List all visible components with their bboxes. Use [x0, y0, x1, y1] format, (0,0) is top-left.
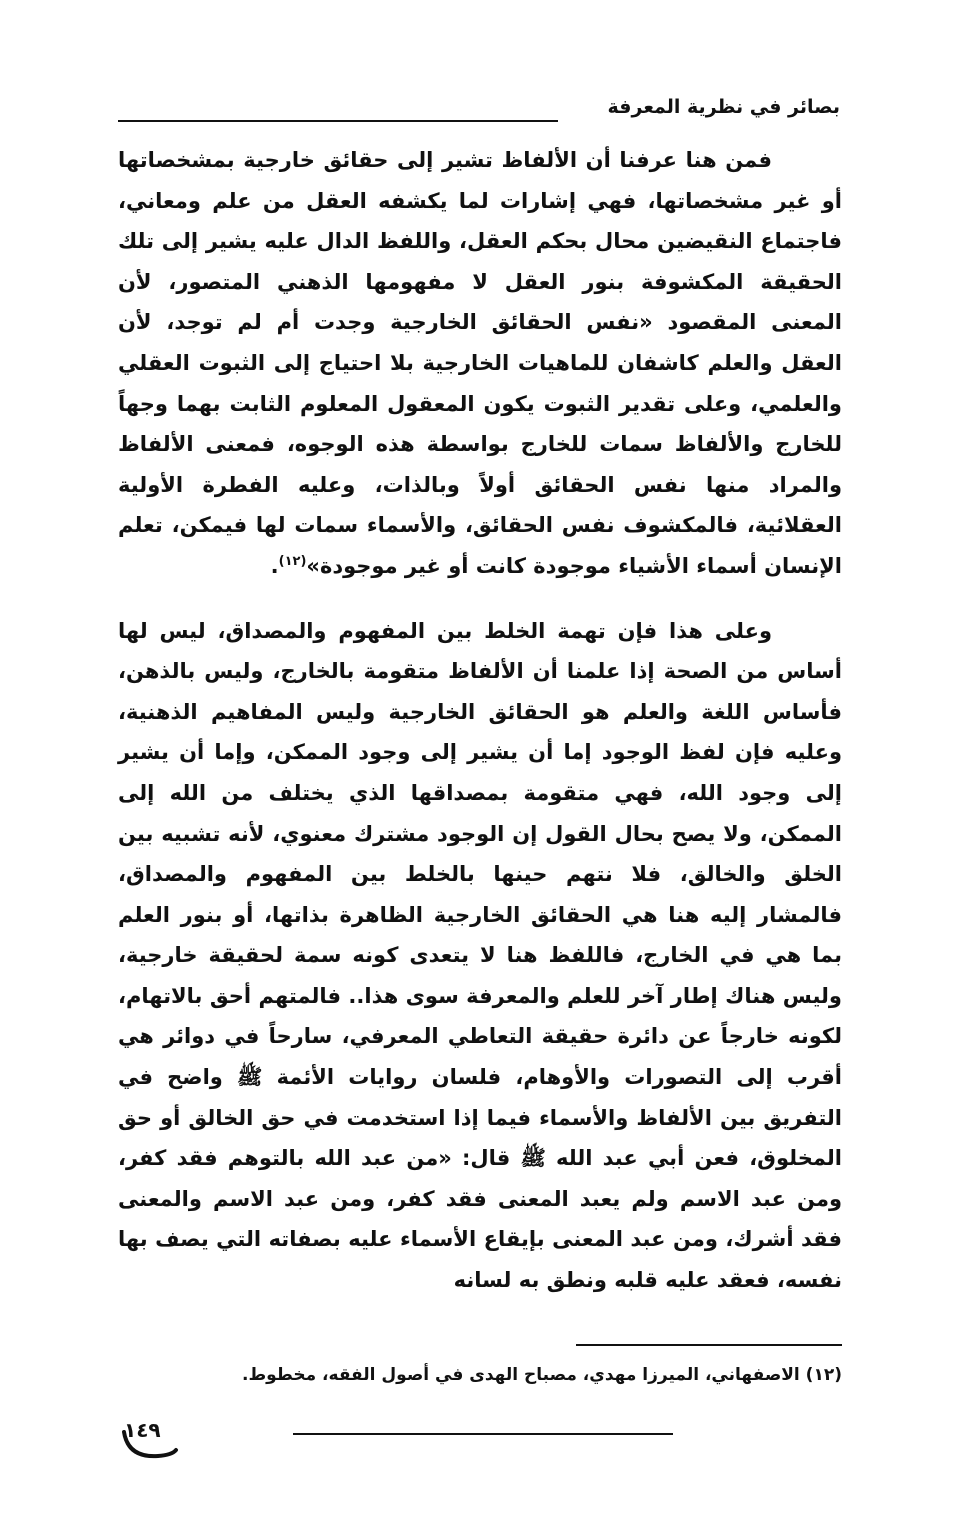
footnote-reference: (١٢): [278, 553, 307, 569]
paragraph-1-end: .: [270, 553, 279, 578]
running-title: بصائر في نظرية المعرفة: [607, 96, 840, 118]
footnote-rule: [576, 1344, 842, 1346]
footnote: (١٢) الاصفهاني، الميرزا مهدي، مصباح الهدى في أصول الفقه، مخطوط.: [242, 1365, 842, 1385]
body-text: [118, 140, 842, 1301]
paragraph-1-text: فمن هنا عرفنا أن الألفاظ تشير إلى حقائق خارجية بمشخصاتها أو غير مشخصاتها، فهي إشارات لما يكشفه العقل من علم ومعاني، فاجتماع النقيضين محال بحكم العقل، واللفظ الدال عليه يشير إلى تلك الحقيقة المكشوفة بنور العقل لا مفهومها الذهني المتصور، لأن المعنى المقصود «نفس الحقائق الخارجية وجدت أم لم توجد، لأن العقل والعلم كاشفان للماهيات الخارجية بلا احتياج إلى الثبوت العقلي والعلمي، وعلى تقدير الثبوت يكون المعقول المعلوم الثابت بهما وجهاً للخارج والألفاظ سمات للخارج بواسطة هذه الوجوه، فمعنى الألفاظ والمراد منها نفس الحقائق أولاً وبالذات، وعليه الفطرة الأولية العقلائية، فالمكشوف نفس الحقائق، والأسماء سمات لها فيمكن، تعلم الإنسان أسماء الأشياء موجودة كانت أو غير موجودة»: [118, 148, 842, 578]
paragraph: [118, 611, 842, 1301]
bottom-rule: [293, 1433, 673, 1435]
paragraph-2-text: وعلى هذا فإن تهمة الخلط بين المفهوم والمصداق، ليس لها أساس من الصحة إذا علمنا أن الألفاظ متقومة بالخارج، وليس بالذهن، فأساس اللغة والعلم هو الحقائق الخارجية وليس المفاهيم الذهنية، وعليه فإن لفظ الوجود إما أن يشير إلى وجود الممكن، وإما أن يشير إلى وجود الله، فهي متقومة بمصداقها الذي يختلف من الله إلى الممكن، ولا يصح بحال القول إن الوجود مشترك معنوي، لأنه تشبيه بين الخلق والخالق، فلا نتهم حينها بالخلط بين المفهوم والمصداق، فالمشار إليه هنا هي الحقائق الخارجية الظاهرة بذاتها، أو بنور العلم بما هي في الخارج، فاللفظ هنا لا يتعدى كونه سمة لحقيقة خارجية، وليس هناك إطار آخر للعلم والمعرفة سوى هذا.. فالمتهم أحق بالاتهام، لكونه خارجاً عن دائرة حقيقة التعاطي المعرفي، سارحاً في دوائر هي أقرب إلى التصورات والأوهام، فلسان روايات الأئمة ﷺ واضح في التفريق بين الألفاظ والأسماء فيما إذا استخدمت في حق الخالق أو حق المخلوق، فعن أبي عبد الله ﷺ قال: «من عبد الله بالتوهم فقد كفر، ومن عبد الاسم ولم يعبد المعنى فقد كفر، ومن عبد الاسم والمعنى فقد أشرك، ومن عبد المعنى بإيقاع الأسماء عليه بصفاته التي يصف بها نفسه، فعقد عليه قلبه ونطق به لسانه: [118, 618, 842, 1293]
header-rule: [118, 120, 558, 122]
paragraph: [118, 140, 842, 587]
page-number: ١٤٩: [124, 1418, 161, 1442]
running-header: [118, 92, 840, 132]
page-number-mark: [118, 1414, 182, 1464]
